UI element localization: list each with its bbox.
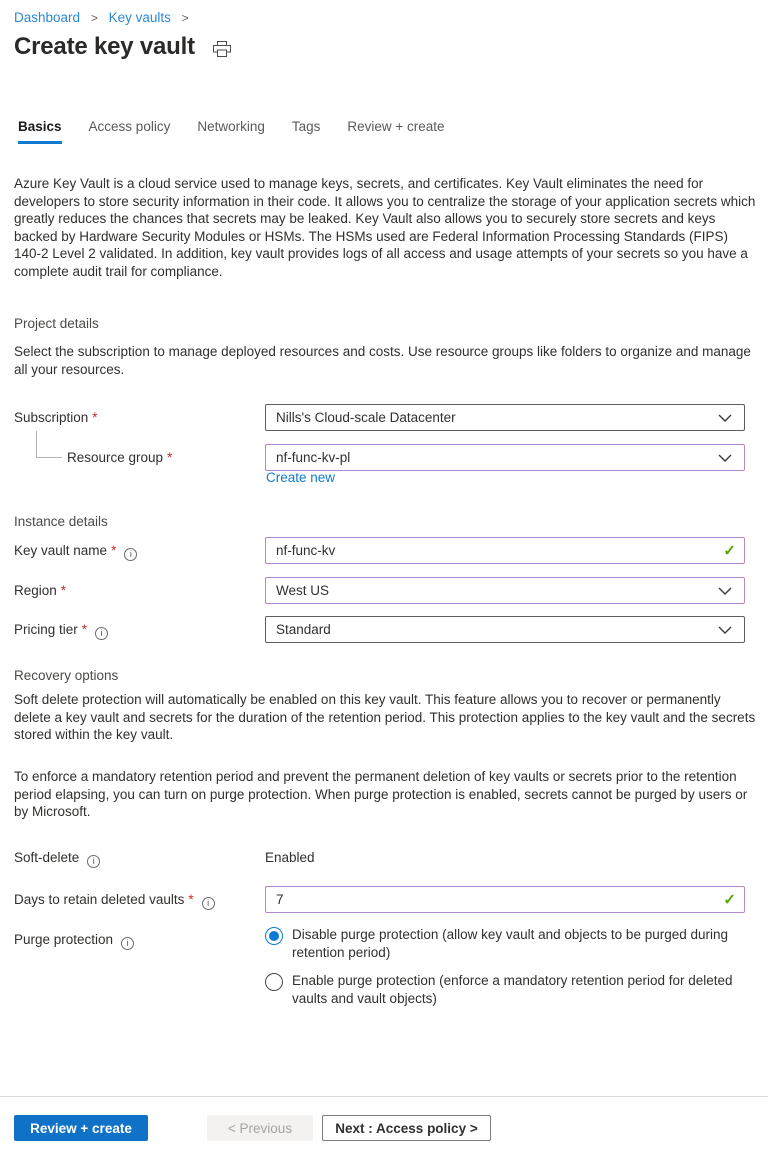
resource-group-value: nf-func-kv-pl xyxy=(276,450,351,465)
key-vault-name-label-text: Key vault name xyxy=(14,543,108,558)
tab-access-policy[interactable]: Access policy xyxy=(88,119,171,134)
tab-review-create[interactable]: Review + create xyxy=(347,119,445,134)
required-asterisk: * xyxy=(111,543,117,558)
region-control xyxy=(265,577,745,604)
breadcrumb-item-dashboard[interactable]: Dashboard xyxy=(14,10,81,25)
purge-protection-row xyxy=(14,926,745,1018)
subscription-label xyxy=(14,404,265,431)
printer-icon[interactable] xyxy=(213,41,231,57)
tab-tags[interactable]: Tags xyxy=(291,119,321,134)
retention-days-label-text: Days to retain deleted vaults xyxy=(14,892,185,907)
chevron-down-icon xyxy=(718,626,732,634)
region-value: West US xyxy=(276,583,330,598)
next-access-policy-button[interactable]: Next : Access policy > xyxy=(322,1115,491,1141)
subscription-label-text: Subscription xyxy=(14,410,89,425)
soft-delete-row xyxy=(14,844,745,868)
key-vault-name-value: nf-func-kv xyxy=(276,543,336,558)
intro-text: Azure Key Vault is a cloud service used to manage keys, secrets, and certificates. Key Vault eliminates the need for developers to store security information in their code. It allows you to centralize the storage of your application secrets which greatly reduces the chances that secrets may be leaked. Key Vault also allows you to securely store secrets and keys backed by Hardware Security Modules or HSMs. The HSMs used are Federal Information Processing Standards (FIPS) 140-2 Level 2 validated. In addition, key vault provides logs of all access and usage attempts of your secrets so you have a complete audit trail for compliance. xyxy=(14,176,756,279)
purge-protection-option-disable[interactable] xyxy=(265,926,745,962)
breadcrumb-item-key-vaults[interactable]: Key vaults xyxy=(108,10,171,25)
purge-protection-option-enable-label: Enable purge protection (enforce a mandatory retention period for deleted vaults and vault objects) xyxy=(292,973,733,1006)
subscription-control xyxy=(265,404,745,431)
key-vault-name-input[interactable] xyxy=(265,537,745,564)
key-vault-name-control xyxy=(265,537,745,564)
required-asterisk: * xyxy=(92,410,98,425)
instance-details-heading: Instance details xyxy=(14,514,108,529)
purge-protection-option-disable-label: Disable purge protection (allow key vault and objects to be purged during retention period) xyxy=(292,927,729,960)
info-icon[interactable]: i xyxy=(95,627,108,640)
region-dropdown[interactable] xyxy=(265,577,745,604)
resource-group-label-text: Resource group xyxy=(67,450,164,465)
radio-selected-icon[interactable] xyxy=(265,927,283,945)
info-icon[interactable]: i xyxy=(121,937,134,950)
key-vault-name-row xyxy=(14,537,745,564)
pricing-tier-value: Standard xyxy=(276,622,331,637)
page-header xyxy=(14,33,231,61)
soft-delete-control xyxy=(265,844,745,868)
required-asterisk: * xyxy=(81,622,88,637)
checkmark-icon: ✓ xyxy=(723,542,736,560)
recovery-options-heading: Recovery options xyxy=(14,668,119,683)
footer-divider xyxy=(0,1096,768,1097)
resource-group-control xyxy=(265,444,745,471)
pricing-tier-control xyxy=(265,616,745,643)
pricing-tier-label xyxy=(14,616,265,643)
chevron-down-icon xyxy=(718,587,732,595)
soft-delete-value: Enabled xyxy=(265,850,315,865)
resource-group-dropdown[interactable] xyxy=(265,444,745,471)
retention-days-label xyxy=(14,886,265,913)
page-title: Create key vault xyxy=(14,33,195,60)
purge-protection-option-enable[interactable] xyxy=(265,972,745,1008)
breadcrumb-separator-icon: > xyxy=(181,11,189,25)
region-label-text: Region xyxy=(14,583,57,598)
required-asterisk: * xyxy=(60,583,67,598)
purge-protection-control xyxy=(265,926,745,1018)
region-label xyxy=(14,577,265,604)
create-new-resource-group-link[interactable]: Create new xyxy=(266,470,336,485)
tab-bar xyxy=(18,119,445,144)
tab-networking[interactable]: Networking xyxy=(197,119,265,134)
retention-days-input[interactable] xyxy=(265,886,745,913)
subscription-row xyxy=(14,404,745,431)
soft-delete-description: Soft delete protection will automatically be enabled on this key vault. This feature allows you to recover or permanently delete a key vault and secrets for the duration of the retention period. This protection applies to the key vault and the secrets stored within the key vault. xyxy=(14,692,756,742)
chevron-down-icon xyxy=(718,414,732,422)
resource-group-label xyxy=(14,444,265,471)
radio-unselected-icon[interactable] xyxy=(265,973,283,991)
soft-delete-label-text: Soft-delete xyxy=(14,850,80,865)
region-row xyxy=(14,577,745,604)
required-asterisk: * xyxy=(167,450,173,465)
purge-protection-label-text: Purge protection xyxy=(14,932,114,947)
required-asterisk: * xyxy=(188,892,194,907)
key-vault-name-label xyxy=(14,537,265,564)
info-icon[interactable]: i xyxy=(124,548,137,561)
purge-protection-description: To enforce a mandatory retention period and prevent the permanent deletion of key vaults or secrets prior to the retention period elapsing, you can turn on purge protection. When purge protection is enabled, secrets cannot be purged by users or by Microsoft. xyxy=(14,769,748,819)
checkmark-icon: ✓ xyxy=(723,891,736,909)
retention-days-value: 7 xyxy=(276,892,284,907)
pricing-tier-row xyxy=(14,616,745,643)
breadcrumb xyxy=(14,10,196,25)
chevron-down-icon xyxy=(718,454,732,462)
previous-button[interactable]: < Previous xyxy=(207,1115,313,1141)
breadcrumb-separator-icon: > xyxy=(90,11,98,25)
info-icon[interactable]: i xyxy=(87,855,100,868)
pricing-tier-dropdown[interactable] xyxy=(265,616,745,643)
project-details-heading: Project details xyxy=(14,316,99,331)
project-details-description: Select the subscription to manage deployed resources and costs. Use resource groups like folders to organize and manage all your resources. xyxy=(14,344,751,377)
purge-protection-label xyxy=(14,926,265,1018)
retention-days-row xyxy=(14,886,745,913)
info-icon[interactable]: i xyxy=(202,897,215,910)
review-create-button[interactable]: Review + create xyxy=(14,1115,148,1141)
subscription-value: Nills's Cloud-scale Datacenter xyxy=(276,410,456,425)
pricing-tier-label-text: Pricing tier xyxy=(14,622,78,637)
soft-delete-label xyxy=(14,844,265,868)
subscription-dropdown[interactable] xyxy=(265,404,745,431)
tab-basics[interactable]: Basics xyxy=(18,119,62,144)
resource-group-row xyxy=(14,444,745,471)
retention-days-control xyxy=(265,886,745,913)
